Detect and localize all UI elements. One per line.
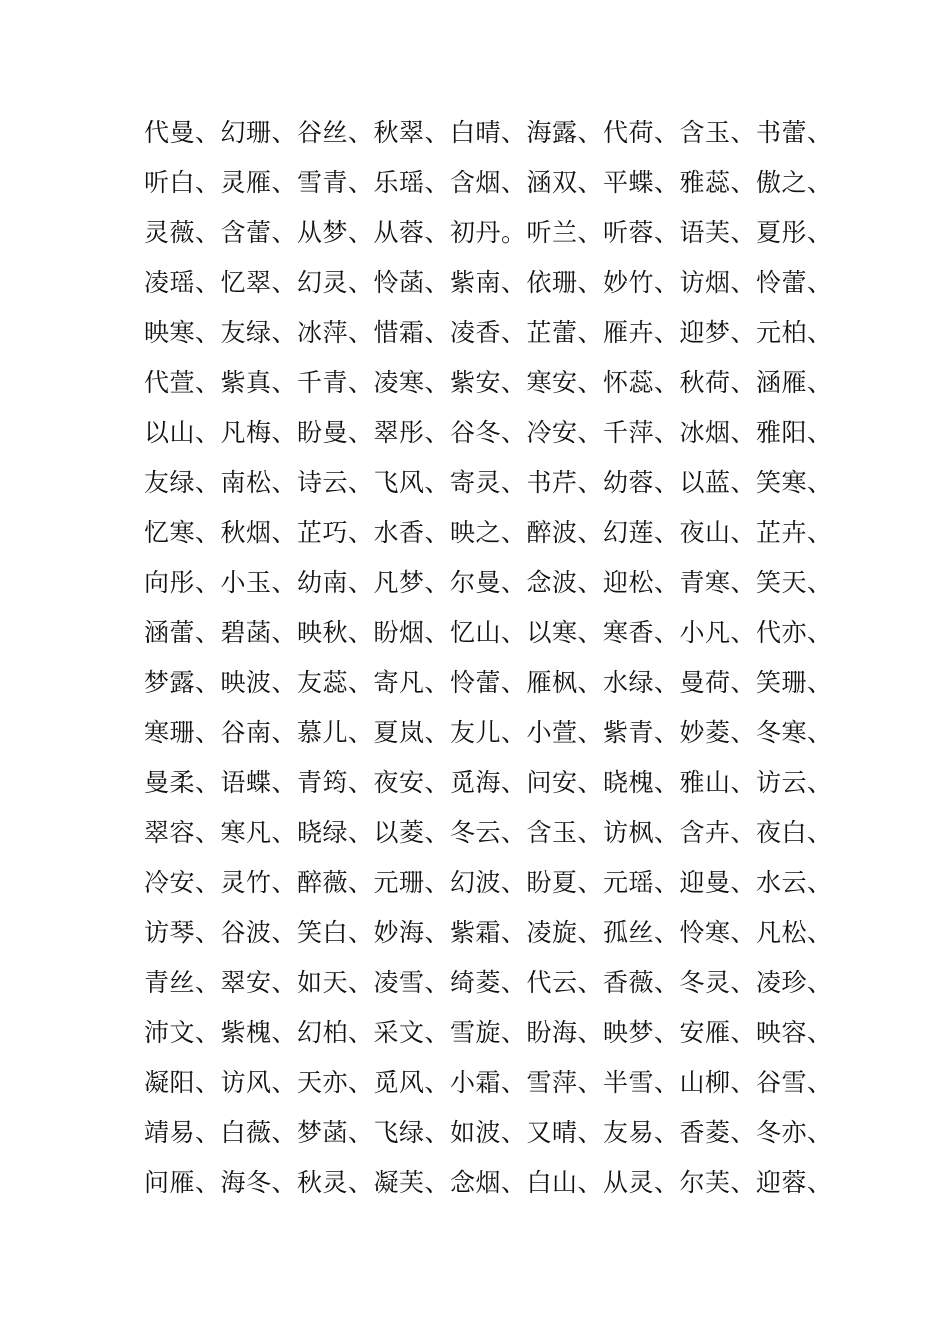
text-line-13: 寒珊、谷南、慕儿、夏岚、友儿、小萱、紫青、妙菱、冬寒、 bbox=[144, 718, 833, 747]
text-line-1: 代曼、幻珊、谷丝、秋翠、白晴、海露、代荷、含玉、书蕾、 bbox=[144, 118, 833, 147]
text-line-3: 灵薇、含蕾、从梦、从蓉、初丹。听兰、听蓉、语芙、夏彤、 bbox=[144, 218, 833, 247]
text-line-6: 代萱、紫真、千青、凌寒、紫安、寒安、怀蕊、秋荷、涵雁、 bbox=[144, 368, 833, 397]
text-line-15: 翠容、寒凡、晓绿、以菱、冬云、含玉、访枫、含卉、夜白、 bbox=[144, 818, 833, 847]
text-line-14: 曼柔、语蝶、青筠、夜安、觅海、问安、晓槐、雅山、访云、 bbox=[144, 768, 833, 797]
text-line-4: 凌瑶、忆翠、幻灵、怜菡、紫南、依珊、妙竹、访烟、怜蕾、 bbox=[144, 268, 833, 297]
text-line-16: 冷安、灵竹、醉薇、元珊、幻波、盼夏、元瑶、迎曼、水云、 bbox=[144, 868, 833, 897]
text-line-7: 以山、凡梅、盼曼、翠彤、谷冬、冷安、千萍、冰烟、雅阳、 bbox=[144, 418, 833, 447]
name-list-text bbox=[144, 108, 833, 1208]
text-line-5: 映寒、友绿、冰萍、惜霜、凌香、芷蕾、雁卉、迎梦、元柏、 bbox=[144, 318, 833, 347]
text-line-8: 友绿、南松、诗云、飞风、寄灵、书芹、幼蓉、以蓝、笑寒、 bbox=[144, 468, 833, 497]
text-line-12: 梦露、映波、友蕊、寄凡、怜蕾、雁枫、水绿、曼荷、笑珊、 bbox=[144, 668, 833, 697]
text-line-21: 靖易、白薇、梦菡、飞绿、如波、又晴、友易、香菱、冬亦、 bbox=[144, 1118, 833, 1147]
text-line-18: 青丝、翠安、如天、凌雪、绮菱、代云、香薇、冬灵、凌珍、 bbox=[144, 968, 833, 997]
text-line-19: 沛文、紫槐、幻柏、采文、雪旋、盼海、映梦、安雁、映容、 bbox=[144, 1018, 833, 1047]
text-line-9: 忆寒、秋烟、芷巧、水香、映之、醉波、幻莲、夜山、芷卉、 bbox=[144, 518, 833, 547]
text-line-11: 涵蕾、碧菡、映秋、盼烟、忆山、以寒、寒香、小凡、代亦、 bbox=[144, 618, 833, 647]
text-line-10: 向彤、小玉、幼南、凡梦、尔曼、念波、迎松、青寒、笑天、 bbox=[144, 568, 833, 597]
text-line-2: 听白、灵雁、雪青、乐瑶、含烟、涵双、平蝶、雅蕊、傲之、 bbox=[144, 168, 833, 197]
text-line-22: 问雁、海冬、秋灵、凝芙、念烟、白山、从灵、尔芙、迎蓉、 bbox=[144, 1168, 833, 1197]
text-line-20: 凝阳、访风、天亦、觅风、小霜、雪萍、半雪、山柳、谷雪、 bbox=[144, 1068, 833, 1097]
text-line-17: 访琴、谷波、笑白、妙海、紫霜、凌旋、孤丝、怜寒、凡松、 bbox=[144, 918, 833, 947]
